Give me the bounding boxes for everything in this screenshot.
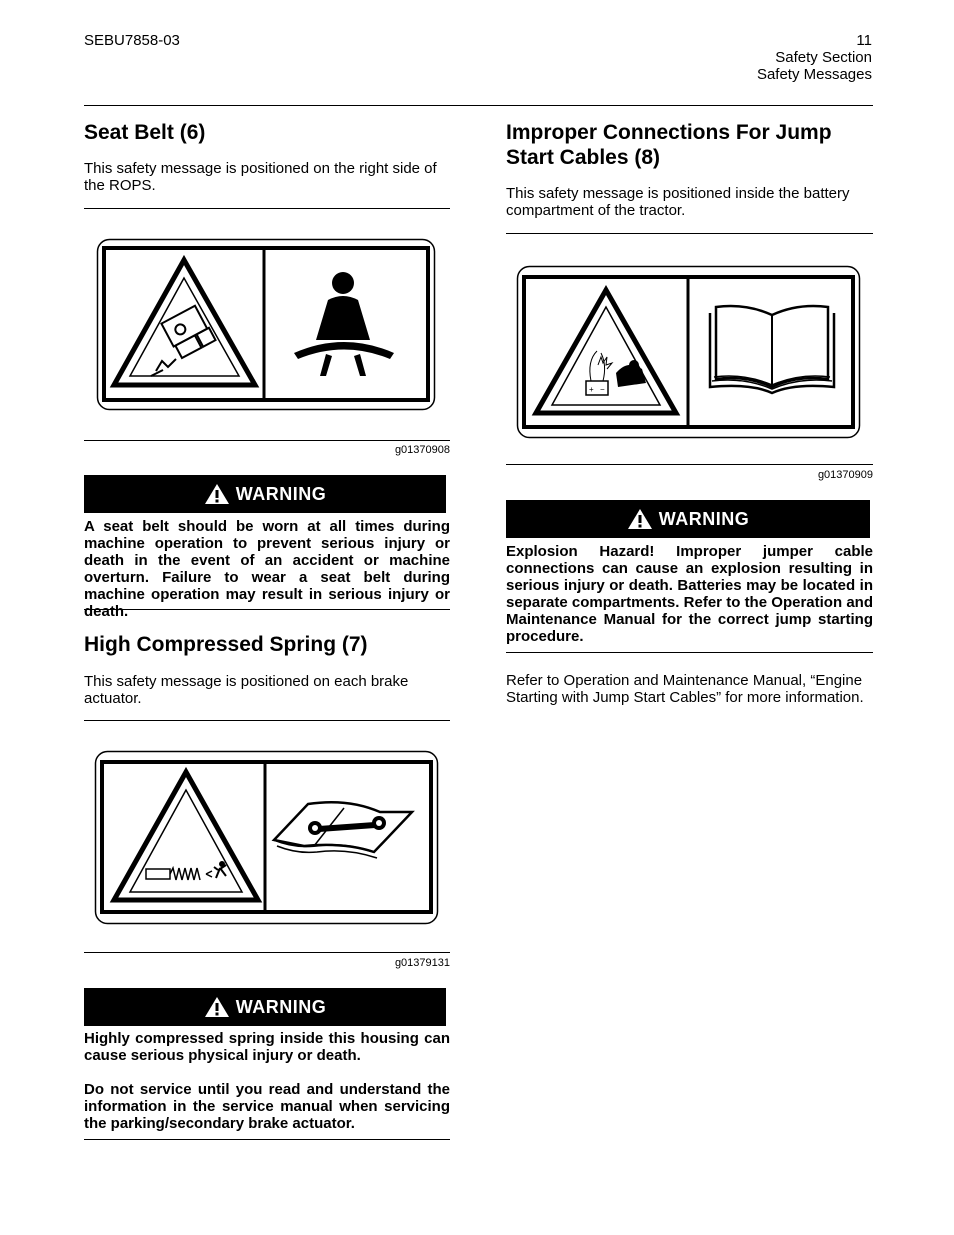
warning-triangle-icon (204, 996, 230, 1018)
jump-start-warning-text: Explosion Hazard! Improper jumper cable connections can cause an explosion resulting in serious injury or death. Batteries may be located in separate compartments. Refer to the Operation and Maintenance Manual for the correct jump starting procedure. (506, 543, 873, 645)
divider (506, 652, 873, 653)
divider (506, 233, 873, 234)
warning-banner (84, 475, 446, 513)
divider (84, 720, 450, 721)
section-title-spring: High Compressed Spring (7) (84, 633, 368, 656)
jump-start-decal-figure (516, 265, 861, 439)
header-rule (84, 105, 873, 106)
warning-triangle-icon (627, 508, 653, 530)
warning-banner (506, 500, 870, 538)
jump-start-refer-text: Refer to Operation and Maintenance Manual, “Engine Starting with Jump Start Cables” for more information. (506, 672, 864, 706)
spring-position-text: This safety message is positioned on each brake actuator. (84, 673, 409, 707)
warning-label: WARNING (235, 483, 327, 504)
divider (506, 464, 873, 465)
warning-banner (84, 988, 446, 1026)
divider (84, 208, 450, 209)
read-manual-book-icon (710, 306, 834, 393)
warning-triangle-icon (204, 483, 230, 505)
seat-belt-position-text: This safety message is positioned on the right side of the ROPS. (84, 160, 437, 194)
document-id: SEBU7858-03 (84, 32, 180, 49)
subsection-name: Safety Messages (756, 66, 872, 83)
divider (84, 609, 450, 610)
svg-text:+: + (589, 385, 594, 394)
figure-caption: g01370909 (817, 469, 873, 481)
seat-belt-warning-text: A seat belt should be worn at all times during machine operation to prevent serious injury or death in the event of an accident or machine overturn. Failure to wear a seat belt during machine operation may result in serious injury or death. (84, 518, 450, 620)
section-title-jump-start: Improper Connections For Jump Start Cables (8) (506, 121, 832, 169)
figure-caption: g01370908 (394, 444, 450, 456)
svg-text:−: − (600, 385, 605, 394)
jump-start-position-text: This safety message is positioned inside the battery compartment of the tractor. (506, 185, 850, 219)
page-number: 11 (856, 32, 872, 49)
figure-caption: g01379131 (394, 957, 450, 969)
spring-warning-text-1: Highly compressed spring inside this housing can cause serious physical injury or death. (84, 1030, 450, 1064)
page-header-right (757, 32, 872, 83)
section-name: Safety Section (775, 49, 872, 66)
seat-belt-decal-figure (96, 238, 436, 411)
divider (84, 440, 450, 441)
spring-decal-figure (94, 750, 439, 925)
section-title-seat-belt: Seat Belt (6) (84, 121, 206, 144)
spring-warning-text-2: Do not service until you read and understand the information in the service manual when servicing the parking/secondary brake actuator. (84, 1081, 450, 1132)
divider (84, 952, 450, 953)
divider (84, 1139, 450, 1140)
warning-label: WARNING (235, 996, 327, 1017)
warning-label: WARNING (658, 508, 750, 529)
